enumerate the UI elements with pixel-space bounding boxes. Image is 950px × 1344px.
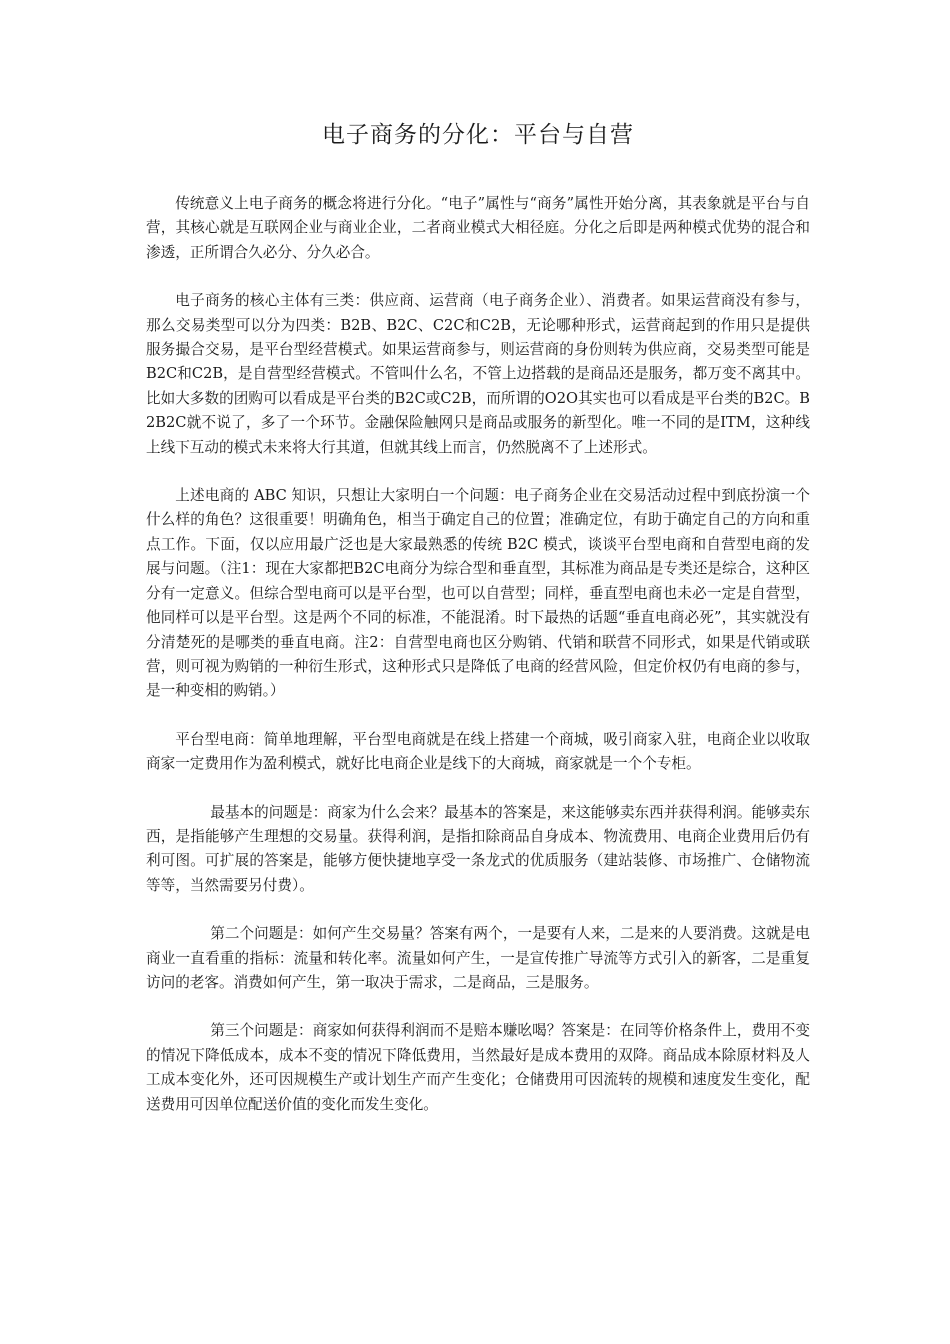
paragraph-4: 平台型电商：简单地理解，平台型电商就是在线上搭建一个商城，吸引商家入驻，电商企业以收取商家一定费用作为盈利模式，就好比电商企业是线下的大商城，商家就是一个个专柜。: [146, 730, 810, 773]
paragraph-1: 传统意义上电子商务的概念将进行分化。“电子”属性与“商务”属性开始分离，其表象就是平台与自营，其核心就是互联网企业与商业企业，二者商业模式大相径庭。分化之后即是两种模式优势的混合和渗透，正所谓合久必分、分久必合。: [146, 195, 810, 261]
paragraph-2: 电子商务的核心主体有三类：供应商、运营商（电子商务企业）、消费者。如果运营商没有参与，那么交易类型可以分为四类：B2B、B2C、C2C和C2B，无论哪种形式，运营商起到的作用只是提供服务撮合交易，是平台型经营模式。如果运营商参与，则运营商的身份则转为供应商，交易类型可能是B2C和C2B，是自营型经营模式。不管叫什么名，不管上边搭载的是商品还是服务，都万变不离其中。比如大多数的团购可以看成是平台类的B2C或C2B，而所谓的O2O其实也可以看成是平台类的B2C。B2B2C就不说了，多了一个环节。金融保险触网只是商品或服务的新型化。唯一不同的是ITM，这种线上线下互动的模式未来将大行其道，但就其线上而言，仍然脱离不了上述形式。: [146, 292, 810, 456]
paragraph-7: 第三个问题是：商家如何获得利润而不是赔本赚吆喝？答案是：在同等价格条件上，费用不变的情况下降低成本，成本不变的情况下降低费用，当然最好是成本费用的双降。商品成本除原材料及人工成本变化外，还可因规模生产或计划生产而产生变化；仓储费用可因流转的规模和速度发生变化，配送费用可因单位配送价值的变化而发生变化。: [146, 1022, 810, 1113]
paragraph-6: 第二个问题是：如何产生交易量？答案有两个，一是要有人来，二是来的人要消费。这就是电商业一直看重的指标：流量和转化率。流量如何产生，一是宣传推广导流等方式引入的新客，二是重复访问的老客。消费如何产生，第一取决于需求，二是商品，三是服务。: [146, 925, 810, 991]
document-page: [146, 108, 810, 1117]
paragraph-3: 上述电商的 ABC 知识，只想让大家明白一个问题：电子商务企业在交易活动过程中到底扮演一个什么样的角色？这很重要！明确角色，相当于确定自己的位置；准确定位，有助于确定自己的方向和重点工作。下面，仅以应用最广泛也是大家最熟悉的传统 B2C 模式，谈谈平台型电商和自营型电商的发展与问题。（注1：现在大家都把B2C电商分为综合型和垂直型，其标准为商品是专类还是综合，这种区分有一定意义。但综合型电商可以是平台型，也可以自营型；同样，垂直型电商也未必一定是自营型，他同样可以是平台型。这是两个不同的标准，不能混淆。时下最热的话题“垂直电商必死”，其实就没有分清楚死的是哪类的垂直电商。注2：自营型电商也区分购销、代销和联营不同形式，如果是代销或联营，则可视为购销的一种衍生形式，这种形式只是降低了电商的经营风险，但定价权仍有电商的参与，是一种变相的购销。）: [146, 487, 810, 700]
document-title: 电子商务的分化：平台与自营: [322, 122, 634, 148]
paragraph-5: 最基本的问题是：商家为什么会来？最基本的答案是，来这能够卖东西并获得利润。能够卖东西，是指能够产生理想的交易量。获得利润，是指扣除商品自身成本、物流费用、电商企业费用后仍有利可图。可扩展的答案是，能够方便快捷地享受一条龙式的优质服务（建站装修、市场推广、仓储物流等等，当然需要另付费）。: [146, 803, 810, 894]
